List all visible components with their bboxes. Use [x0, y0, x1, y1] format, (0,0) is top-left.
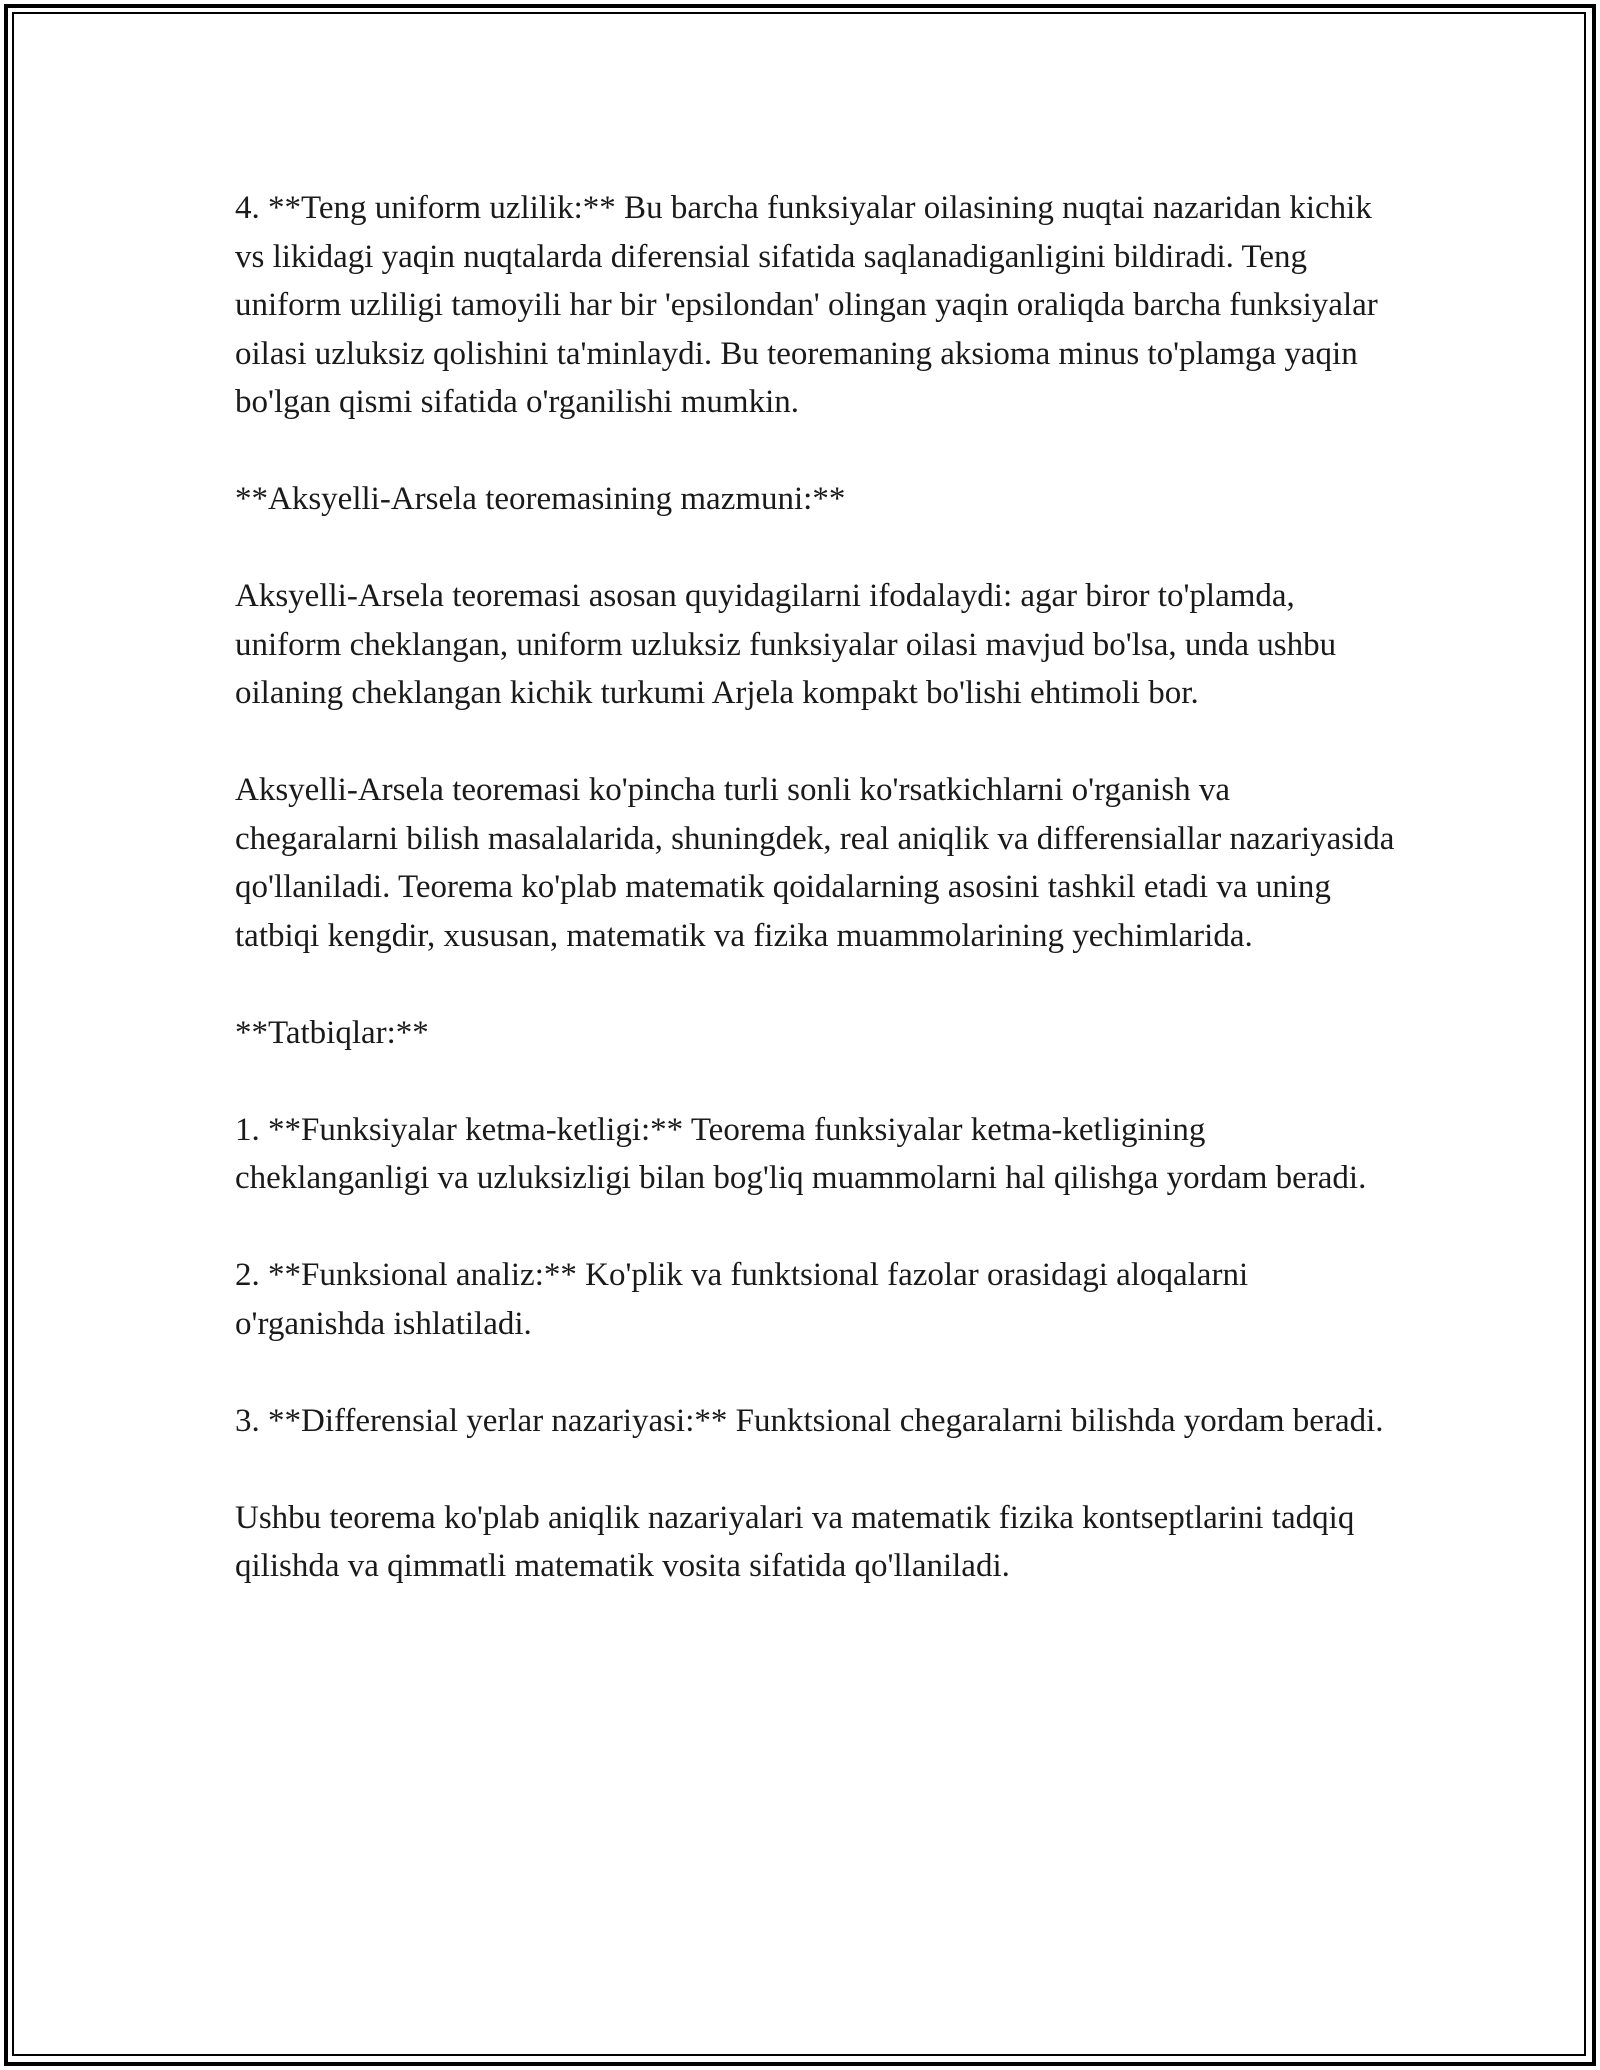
paragraph-uniform-continuity: 4. **Teng uniform uzlilik:** Bu barcha funksiyalar oilasining nuqtai nazaridan kichik vs likidagi yaqin nuqtalarda diferensial sifatida saqlanadiganligini bildiradi. Teng uniform uzliligi tamoyili har bir 'epsilondan' olingan yaqin oraliqda barcha funksiyalar oilasi uzluksiz qolishini ta'minlaydi. Bu teoremaning aksioma minus to'plamga yaqin bo'lgan qismi sifatida o'rganilishi mumkin.: [235, 190, 1378, 420]
list-item-functional-analysis: 2. **Funksional analiz:** Ko'plik va funktsional fazolar orasidagi aloqalarni o'rganishda ishlatiladi.: [235, 1257, 1249, 1342]
heading-theorem-content: **Aksyelli-Arsela teoremasining mazmuni:**: [235, 481, 846, 517]
document-body: [235, 184, 1395, 1591]
list-item-differential-theory: 3. **Differensial yerlar nazariyasi:** Funktsional chegaralarni bilishda yordam beradi.: [235, 1402, 1384, 1439]
paragraph-conclusion: Ushbu teorema ko'plab aniqlik nazariyalari va matematik fizika kontseptlarini tadqiq qilishda va qimmatli matematik vosita sifatida qo'llaniladi.: [235, 1499, 1355, 1584]
list-item-function-sequences: 1. **Funksiyalar ketma-ketligi:** Teorema funksiyalar ketma-ketligining cheklanganligi va uzluksizligi bilan bog'liq muammolarni hal qilishga yordam beradi.: [235, 1111, 1367, 1196]
paragraph-theorem-usage: Aksyelli-Arsela teoremasi ko'pincha turli sonli ko'rsatkichlarni o'rganish va chegaralarni bilish masalalarida, shuningdek, real aniqlik va differensiallar nazariyasida qo'llaniladi. Teorema ko'plab matematik qoidalarning asosini tashkil etadi va uning tatbiqi kengdir, xususan, matematik va fizika muammolarining yechimlarida.: [235, 772, 1395, 954]
heading-applications: **Tatbiqlar:**: [235, 1014, 429, 1051]
paragraph-theorem-statement: Aksyelli-Arsela teoremasi asosan quyidagilarni ifodalaydi: agar biror to'plamda, uniform cheklangan, uniform uzluksiz funksiyalar oilasi mavjud bo'lsa, unda ushbu oilaning cheklangan kichik turkumi Arjela kompakt bo'lishi ehtimoli bor.: [235, 578, 1337, 711]
